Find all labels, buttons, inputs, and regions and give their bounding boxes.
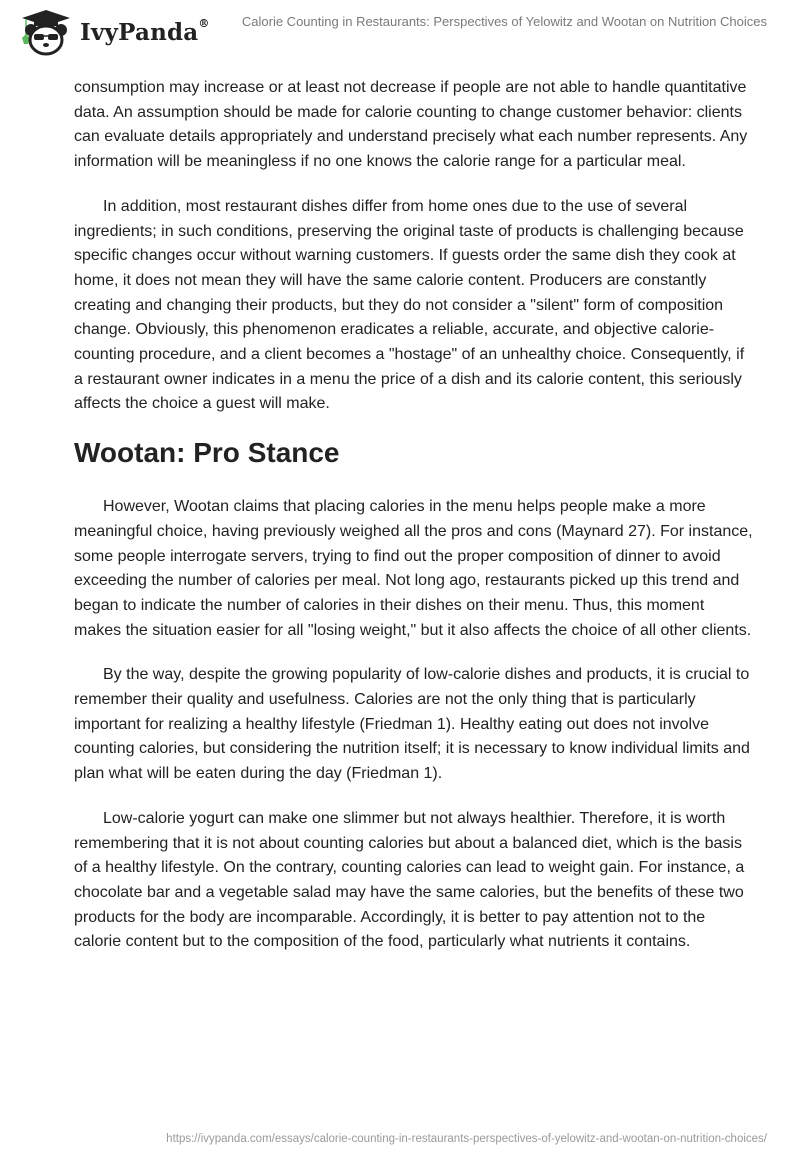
essay-content bbox=[74, 76, 754, 975]
paragraph: In addition, most restaurant dishes differ from home ones due to the use of several ingredients; in such conditions, preserving the original taste of products is challenging because specific changes occur without warning customers. If guests order the same dish they cook at home, it does not mean they will have the same calorie content. Producers are constantly creating and changing their products, but they do not consider a "silent" form of composition change. Obviously, this phenomenon eradicates a reliable, accurate, and objective calorie-counting procedure, and a client becomes a "hostage" of an unhealthy choice. Consequently, if a restaurant owner indicates in a menu the price of a dish and its calorie content, this seriously affects the choice a guest will make. bbox=[74, 197, 745, 413]
logo-text: IvyPanda® bbox=[80, 16, 210, 46]
paragraph: Low-calorie yogurt can make one slimmer but not always healthier. Therefore, it is worth remembering that it is not about counting calories but about a balanced diet, which is the basis of a healthy lifestyle. On the contrary, counting calories can lead to weight gain. For instance, a chocolate bar and a vegetable salad may have the same calories, but the benefits of these two products for the body are incomparable. Accordingly, it is better to pay attention not to the calorie content but to the composition of the food, particularly what nutrients it contains. bbox=[74, 809, 745, 951]
page-header bbox=[0, 0, 800, 60]
paragraph: By the way, despite the growing popularity of low-calorie dishes and products, it is crucial to remember their quality and usefulness. Calories are not the only thing that is particularly important for realizing a healthy lifestyle (Friedman 1). Healthy eating out does not involve counting calories, but considering the nutrition itself; it is necessary to know individual limits and plan what will be eaten during the day (Friedman 1). bbox=[74, 666, 750, 783]
paragraph: consumption may increase or at least not decrease if people are not able to handle quantitative data. An assumption should be made for calorie counting to change customer behavior: clients can evaluate details appropriately and understand precisely what each number represents. Any information will be meaningless if no one knows the calorie range for a particular meal. bbox=[74, 79, 748, 171]
source-url[interactable]: https://ivypanda.com/essays/calorie-counting-in-restaurants-perspectives-of-yelowitz-and-wootan-on-nutrition-choices/ bbox=[166, 1133, 767, 1145]
paragraph: However, Wootan claims that placing calories in the menu helps people make a more meaningful choice, having previously weighed all the pros and cons (Maynard 27). For instance, some people interrogate servers, trying to find out the proper composition of dinner to avoid exceeding the number of calories per meal. Not long ago, restaurants picked up this trend and began to indicate the number of calories in their dishes on their menu. Thus, this moment makes the situation easier for all "losing weight," but it also affects the choice of all other clients. bbox=[74, 498, 753, 639]
section-heading: Wootan: Pro Stance bbox=[74, 437, 340, 469]
document-title: Calorie Counting in Restaurants: Perspectives of Yelowitz and Wootan on Nutrition Choices bbox=[241, 14, 767, 29]
panda-graduate-icon bbox=[18, 8, 74, 56]
ivypanda-logo[interactable] bbox=[18, 8, 210, 56]
